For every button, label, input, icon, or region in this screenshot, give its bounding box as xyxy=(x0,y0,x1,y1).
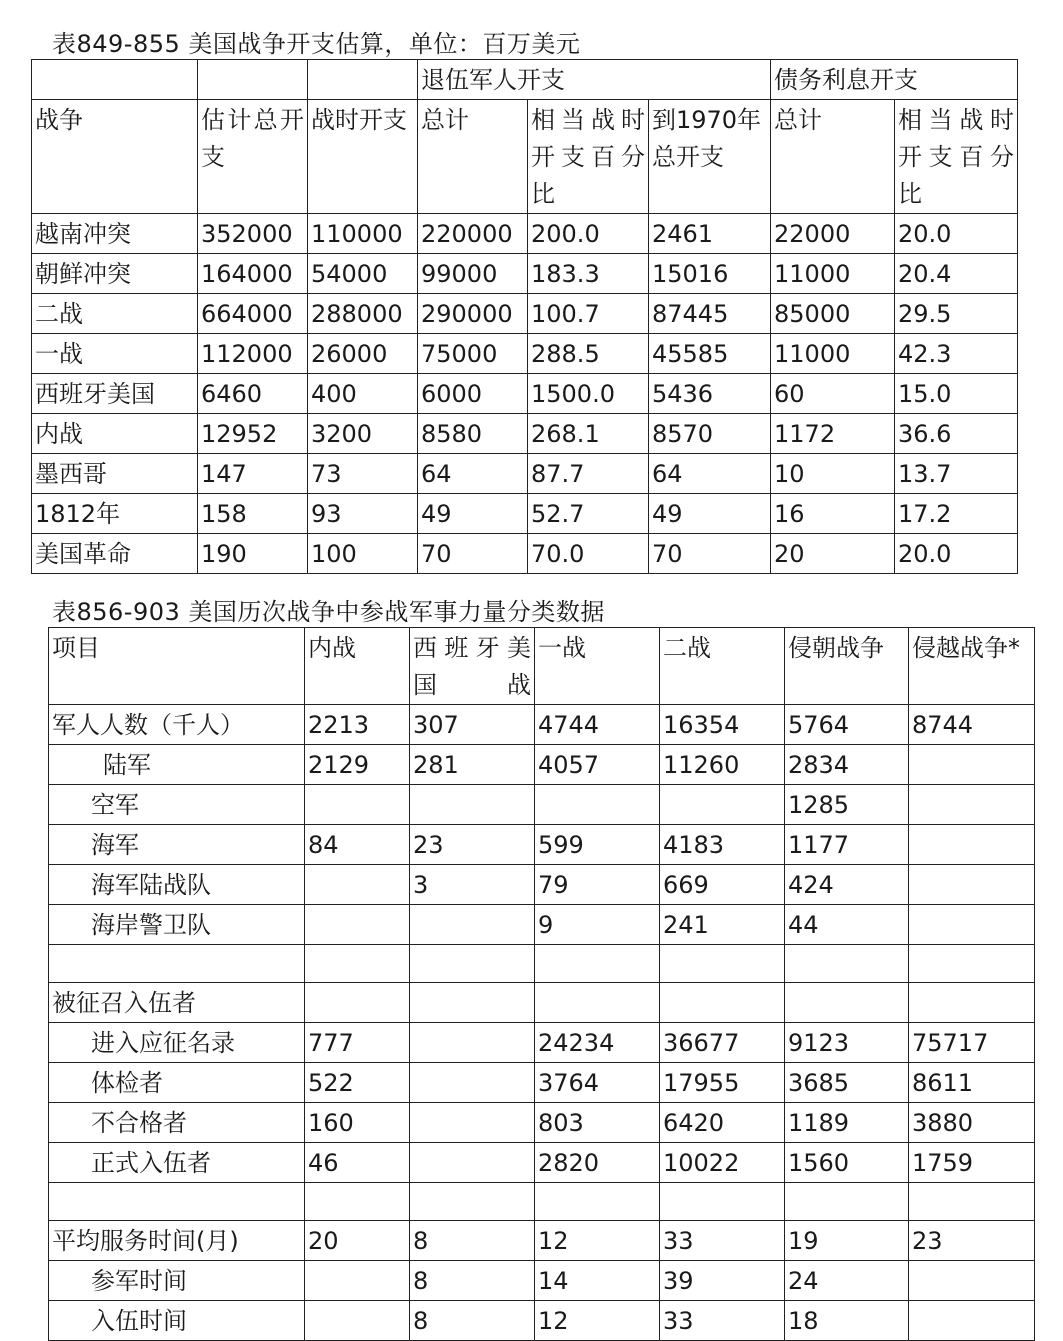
table-cell: 664000 xyxy=(198,294,308,334)
table-row xyxy=(32,414,1018,454)
table-cell: 20.4 xyxy=(895,254,1018,294)
table-row xyxy=(49,705,1035,745)
table-cell: 8 xyxy=(410,1261,535,1301)
table-cell: 669 xyxy=(660,865,785,905)
table-cell: 45585 xyxy=(649,334,771,374)
table-cell: 220000 xyxy=(418,214,528,254)
table-row xyxy=(49,983,1035,1023)
table-cell: 777 xyxy=(305,1023,410,1063)
table-cell: 93 xyxy=(308,494,418,534)
table-cell xyxy=(785,945,909,983)
table-row xyxy=(32,254,1018,294)
table-cell xyxy=(305,1261,410,1301)
veterans-group-header: 退伍军人开支 xyxy=(418,60,771,100)
table-cell: 183.3 xyxy=(528,254,649,294)
table-cell: 73 xyxy=(308,454,418,494)
table-cell: 8580 xyxy=(418,414,528,454)
table-cell: 85000 xyxy=(771,294,895,334)
col-header-vet-1970: 到1970年总开支 xyxy=(649,100,771,214)
table-cell: 5436 xyxy=(649,374,771,414)
table-cell: 3685 xyxy=(785,1063,909,1103)
table-cell xyxy=(909,945,1035,983)
table-cell xyxy=(909,825,1035,865)
table-cell: 288.5 xyxy=(528,334,649,374)
table-cell xyxy=(909,905,1035,945)
table-cell: 164000 xyxy=(198,254,308,294)
table-cell: 2213 xyxy=(305,705,410,745)
table-cell: 20.0 xyxy=(895,214,1018,254)
table-cell: 70 xyxy=(418,534,528,574)
table-cell: 160 xyxy=(305,1103,410,1143)
table-cell xyxy=(535,1183,660,1221)
col-header-spanish-american-war: 西班牙美国战 xyxy=(410,628,535,705)
item-label-cell xyxy=(49,945,305,983)
table-cell xyxy=(535,945,660,983)
table-cell: 13.7 xyxy=(895,454,1018,494)
military-force-table xyxy=(48,627,1035,1341)
table-cell: 1172 xyxy=(771,414,895,454)
item-label-cell: 军人人数（千人） xyxy=(49,705,305,745)
col-header-civil-war: 内战 xyxy=(305,628,410,705)
table-row xyxy=(49,1183,1035,1221)
table-cell: 11000 xyxy=(771,254,895,294)
table-cell: 33 xyxy=(660,1221,785,1261)
table-cell: 100 xyxy=(308,534,418,574)
table-cell: 15.0 xyxy=(895,374,1018,414)
table-cell xyxy=(660,785,785,825)
table-cell: 20.0 xyxy=(895,534,1018,574)
table-cell: 64 xyxy=(418,454,528,494)
table-cell: 17955 xyxy=(660,1063,785,1103)
table-cell: 9123 xyxy=(785,1023,909,1063)
table-cell: 29.5 xyxy=(895,294,1018,334)
table-cell: 522 xyxy=(305,1063,410,1103)
table-row xyxy=(49,905,1035,945)
item-label-cell: 平均服务时间(月) xyxy=(49,1221,305,1261)
table-row xyxy=(49,1103,1035,1143)
table-cell xyxy=(909,865,1035,905)
table-row xyxy=(32,214,1018,254)
table-row xyxy=(49,745,1035,785)
table-cell: 1560 xyxy=(785,1143,909,1183)
col-header-korea: 侵朝战争 xyxy=(785,628,909,705)
table-cell: 352000 xyxy=(198,214,308,254)
table-cell: 1759 xyxy=(909,1143,1035,1183)
table-cell: 110000 xyxy=(308,214,418,254)
table-cell: 17.2 xyxy=(895,494,1018,534)
col-header-war: 战争 xyxy=(32,100,198,214)
table-cell: 2461 xyxy=(649,214,771,254)
table-cell: 64 xyxy=(649,454,771,494)
table-cell xyxy=(305,945,410,983)
table-cell: 12 xyxy=(535,1221,660,1261)
item-label-cell: 参军时间 xyxy=(49,1261,305,1301)
table-cell: 5764 xyxy=(785,705,909,745)
table-cell xyxy=(785,1183,909,1221)
table-cell: 803 xyxy=(535,1103,660,1143)
table-cell xyxy=(909,1261,1035,1301)
table2-header-row xyxy=(49,628,1035,705)
table-cell xyxy=(410,785,535,825)
war-name-cell: 二战 xyxy=(32,294,198,334)
table-cell xyxy=(909,745,1035,785)
item-label-cell: 体检者 xyxy=(49,1063,305,1103)
table-cell: 24234 xyxy=(535,1023,660,1063)
table2-caption: 表856-903 美国历次战争中参战军事力量分类数据 xyxy=(52,598,605,626)
table-cell xyxy=(410,983,535,1023)
table-cell: 70.0 xyxy=(528,534,649,574)
table-cell: 24 xyxy=(785,1261,909,1301)
table-row xyxy=(32,374,1018,414)
table-cell xyxy=(909,785,1035,825)
table-cell xyxy=(410,1183,535,1221)
table-cell xyxy=(305,1183,410,1221)
table-cell: 147 xyxy=(198,454,308,494)
item-label-cell: 入伍时间 xyxy=(49,1301,305,1341)
col-header-vietnam: 侵越战争* xyxy=(909,628,1035,705)
item-label-cell: 空军 xyxy=(49,785,305,825)
table-cell: 2820 xyxy=(535,1143,660,1183)
table-cell: 4057 xyxy=(535,745,660,785)
table-cell: 16354 xyxy=(660,705,785,745)
table-cell: 49 xyxy=(649,494,771,534)
table-cell: 16 xyxy=(771,494,895,534)
item-label-cell: 被征召入伍者 xyxy=(49,983,305,1023)
table-cell: 87445 xyxy=(649,294,771,334)
table-cell: 14 xyxy=(535,1261,660,1301)
war-name-cell: 美国革命 xyxy=(32,534,198,574)
table-cell: 49 xyxy=(418,494,528,534)
table-cell xyxy=(305,905,410,945)
item-label-cell: 海岸警卫队 xyxy=(49,905,305,945)
table-row xyxy=(49,1301,1035,1341)
col-header-ww2: 二战 xyxy=(660,628,785,705)
table-cell xyxy=(410,945,535,983)
table-cell xyxy=(660,1183,785,1221)
table-cell: 200.0 xyxy=(528,214,649,254)
table-cell xyxy=(535,785,660,825)
war-name-cell: 墨西哥 xyxy=(32,454,198,494)
table-cell xyxy=(305,785,410,825)
table-cell xyxy=(308,60,418,100)
table-cell xyxy=(410,1063,535,1103)
table1-caption: 表849-855 美国战争开支估算，单位：百万美元 xyxy=(52,30,581,58)
table-cell: 158 xyxy=(198,494,308,534)
table-cell: 1189 xyxy=(785,1103,909,1143)
table-cell: 2834 xyxy=(785,745,909,785)
table-cell: 33 xyxy=(660,1301,785,1341)
table-cell: 10 xyxy=(771,454,895,494)
war-name-cell: 1812年 xyxy=(32,494,198,534)
table-cell: 15016 xyxy=(649,254,771,294)
table-cell: 18 xyxy=(785,1301,909,1341)
col-header-vet-total: 总计 xyxy=(418,100,528,214)
war-name-cell: 朝鲜冲突 xyxy=(32,254,198,294)
table-cell: 75000 xyxy=(418,334,528,374)
table-cell: 268.1 xyxy=(528,414,649,454)
table-cell xyxy=(32,60,198,100)
table-cell: 84 xyxy=(305,825,410,865)
table-cell: 23 xyxy=(410,825,535,865)
interest-group-header: 债务利息开支 xyxy=(771,60,1018,100)
table1-column-header-row xyxy=(32,100,1018,214)
war-name-cell: 越南冲突 xyxy=(32,214,198,254)
table-cell: 6420 xyxy=(660,1103,785,1143)
col-header-wartime: 战时开支 xyxy=(308,100,418,214)
table-cell: 54000 xyxy=(308,254,418,294)
table-cell: 4183 xyxy=(660,825,785,865)
table-cell: 22000 xyxy=(771,214,895,254)
table-cell xyxy=(660,983,785,1023)
table-cell: 12 xyxy=(535,1301,660,1341)
table-row xyxy=(49,825,1035,865)
table-cell: 23 xyxy=(909,1221,1035,1261)
table-cell: 60 xyxy=(771,374,895,414)
item-label-cell xyxy=(49,1183,305,1221)
table-cell: 112000 xyxy=(198,334,308,374)
table-cell: 6000 xyxy=(418,374,528,414)
table-cell xyxy=(535,983,660,1023)
table-cell xyxy=(660,945,785,983)
table-cell: 307 xyxy=(410,705,535,745)
war-name-cell: 一战 xyxy=(32,334,198,374)
table-cell xyxy=(410,905,535,945)
table-cell: 241 xyxy=(660,905,785,945)
table-cell: 3764 xyxy=(535,1063,660,1103)
item-label-cell: 进入应征名录 xyxy=(49,1023,305,1063)
table-row xyxy=(49,1261,1035,1301)
war-name-cell: 内战 xyxy=(32,414,198,454)
col-header-vet-pct: 相当战时开支百分比 xyxy=(528,100,649,214)
table-cell: 8570 xyxy=(649,414,771,454)
table-cell: 400 xyxy=(308,374,418,414)
war-expenditure-table xyxy=(31,59,1018,574)
table-cell: 39 xyxy=(660,1261,785,1301)
table-cell: 52.7 xyxy=(528,494,649,534)
item-label-cell: 不合格者 xyxy=(49,1103,305,1143)
table-cell: 10022 xyxy=(660,1143,785,1183)
table-cell: 11260 xyxy=(660,745,785,785)
table-row xyxy=(32,454,1018,494)
item-label-cell: 陆军 xyxy=(49,745,305,785)
item-label-cell: 海军 xyxy=(49,825,305,865)
table-cell: 8744 xyxy=(909,705,1035,745)
table-cell xyxy=(785,983,909,1023)
table-cell xyxy=(305,865,410,905)
table-cell: 12952 xyxy=(198,414,308,454)
table-cell xyxy=(909,1183,1035,1221)
table-cell xyxy=(909,983,1035,1023)
table-cell: 11000 xyxy=(771,334,895,374)
table-cell: 19 xyxy=(785,1221,909,1261)
table-row xyxy=(32,494,1018,534)
table-cell: 44 xyxy=(785,905,909,945)
table-cell: 99000 xyxy=(418,254,528,294)
col-header-int-total: 总计 xyxy=(771,100,895,214)
table-row xyxy=(32,294,1018,334)
table-cell: 1500.0 xyxy=(528,374,649,414)
table-cell: 9 xyxy=(535,905,660,945)
table-row xyxy=(49,1023,1035,1063)
table-cell: 3880 xyxy=(909,1103,1035,1143)
table-cell xyxy=(410,1023,535,1063)
table-cell: 4744 xyxy=(535,705,660,745)
table-cell: 190 xyxy=(198,534,308,574)
table-cell: 3 xyxy=(410,865,535,905)
table-cell xyxy=(410,1103,535,1143)
table-cell: 36.6 xyxy=(895,414,1018,454)
table-cell xyxy=(198,60,308,100)
table-cell: 3200 xyxy=(308,414,418,454)
table-cell: 1177 xyxy=(785,825,909,865)
table-cell: 8 xyxy=(410,1221,535,1261)
table-cell: 87.7 xyxy=(528,454,649,494)
col-header-item: 项目 xyxy=(49,628,305,705)
table-row xyxy=(49,1143,1035,1183)
table-cell xyxy=(305,1301,410,1341)
table-cell: 8 xyxy=(410,1301,535,1341)
table-cell xyxy=(305,983,410,1023)
table-cell: 281 xyxy=(410,745,535,785)
table-cell: 70 xyxy=(649,534,771,574)
table-row xyxy=(49,785,1035,825)
table-cell: 20 xyxy=(771,534,895,574)
table-cell: 2129 xyxy=(305,745,410,785)
table-cell: 1285 xyxy=(785,785,909,825)
col-header-est-total: 估计总开支 xyxy=(198,100,308,214)
table-cell: 36677 xyxy=(660,1023,785,1063)
table-row xyxy=(49,865,1035,905)
table-cell: 46 xyxy=(305,1143,410,1183)
col-header-int-pct: 相当战时开支百分比 xyxy=(895,100,1018,214)
table-cell: 75717 xyxy=(909,1023,1035,1063)
table-cell: 6460 xyxy=(198,374,308,414)
table-row xyxy=(49,945,1035,983)
table-cell xyxy=(410,1143,535,1183)
col-header-ww1: 一战 xyxy=(535,628,660,705)
item-label-cell: 正式入伍者 xyxy=(49,1143,305,1183)
table-cell: 290000 xyxy=(418,294,528,334)
table-cell: 79 xyxy=(535,865,660,905)
table-cell: 42.3 xyxy=(895,334,1018,374)
table-cell: 100.7 xyxy=(528,294,649,334)
table-row xyxy=(32,534,1018,574)
table-cell: 20 xyxy=(305,1221,410,1261)
table-cell xyxy=(909,1301,1035,1341)
table-cell: 8611 xyxy=(909,1063,1035,1103)
table-row xyxy=(49,1063,1035,1103)
table-row xyxy=(32,334,1018,374)
table-cell: 599 xyxy=(535,825,660,865)
item-label-cell: 海军陆战队 xyxy=(49,865,305,905)
table-cell: 288000 xyxy=(308,294,418,334)
table1-group-header-row xyxy=(32,60,1018,100)
table-cell: 26000 xyxy=(308,334,418,374)
table-cell: 424 xyxy=(785,865,909,905)
table-row xyxy=(49,1221,1035,1261)
war-name-cell: 西班牙美国 xyxy=(32,374,198,414)
